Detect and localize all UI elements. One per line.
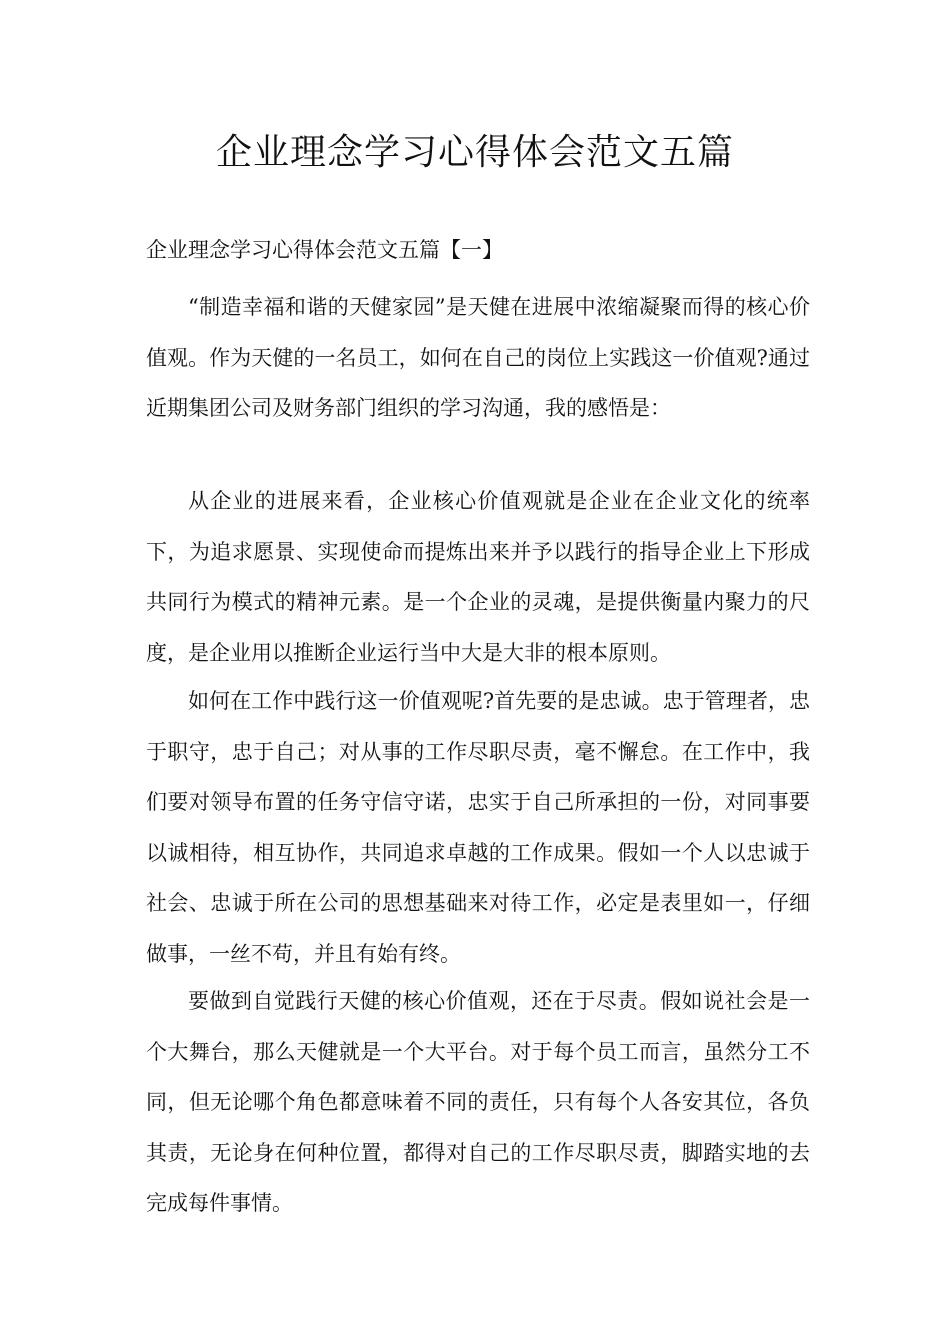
paragraph-1: “制造幸福和谐的天健家园”是天健在进展中浓缩凝聚而得的核心价值观。作为天健的一名员工，如何在自己的岗位上实践这一价值观?通过近期集团公司及财务部门组织的学习沟通，我的感悟是： bbox=[146, 295, 810, 420]
paragraph-4: 要做到自觉践行天健的核心价值观，还在于尽责。假如说社会是一个大舞台，那么天健就是一个大平台。对于每个员工而言，虽然分工不同，但无论哪个角色都意味着不同的责任，只有每个人各安其位，各负其责，无论身在何种位置，都得对自己的工作尽职尽责，脚踏实地的去完成每件事情。 bbox=[146, 989, 810, 1215]
paragraph-3: 如何在工作中践行这一价值观呢?首先要的是忠诚。忠于管理者，忠于职守，忠于自己；对从事的工作尽职尽责，毫不懈怠。在工作中，我们要对领导布置的任务守信守诺，忠实于自己所承担的一份，对同事要以诚相待，相互协作，共同追求卓越的工作成果。假如一个人以忠诚于社会、忠诚于所在公司的思想基础来对待工作，必定是表里如一，仔细做事，一丝不苟，并且有始有终。 bbox=[146, 689, 810, 966]
section-heading: 企业理念学习心得体会范文五篇【一】 bbox=[146, 238, 503, 262]
document-title: 企业理念学习心得体会范文五篇 bbox=[215, 132, 734, 173]
paragraph-2: 从企业的进展来看，企业核心价值观就是企业在企业文化的统率下，为追求愿景、实现使命而提炼出来并予以践行的指导企业上下形成共同行为模式的精神元素。是一个企业的灵魂，是提供衡量内聚力的尺度，是企业用以推断企业运行当中大是大非的根本原则。 bbox=[146, 489, 810, 665]
